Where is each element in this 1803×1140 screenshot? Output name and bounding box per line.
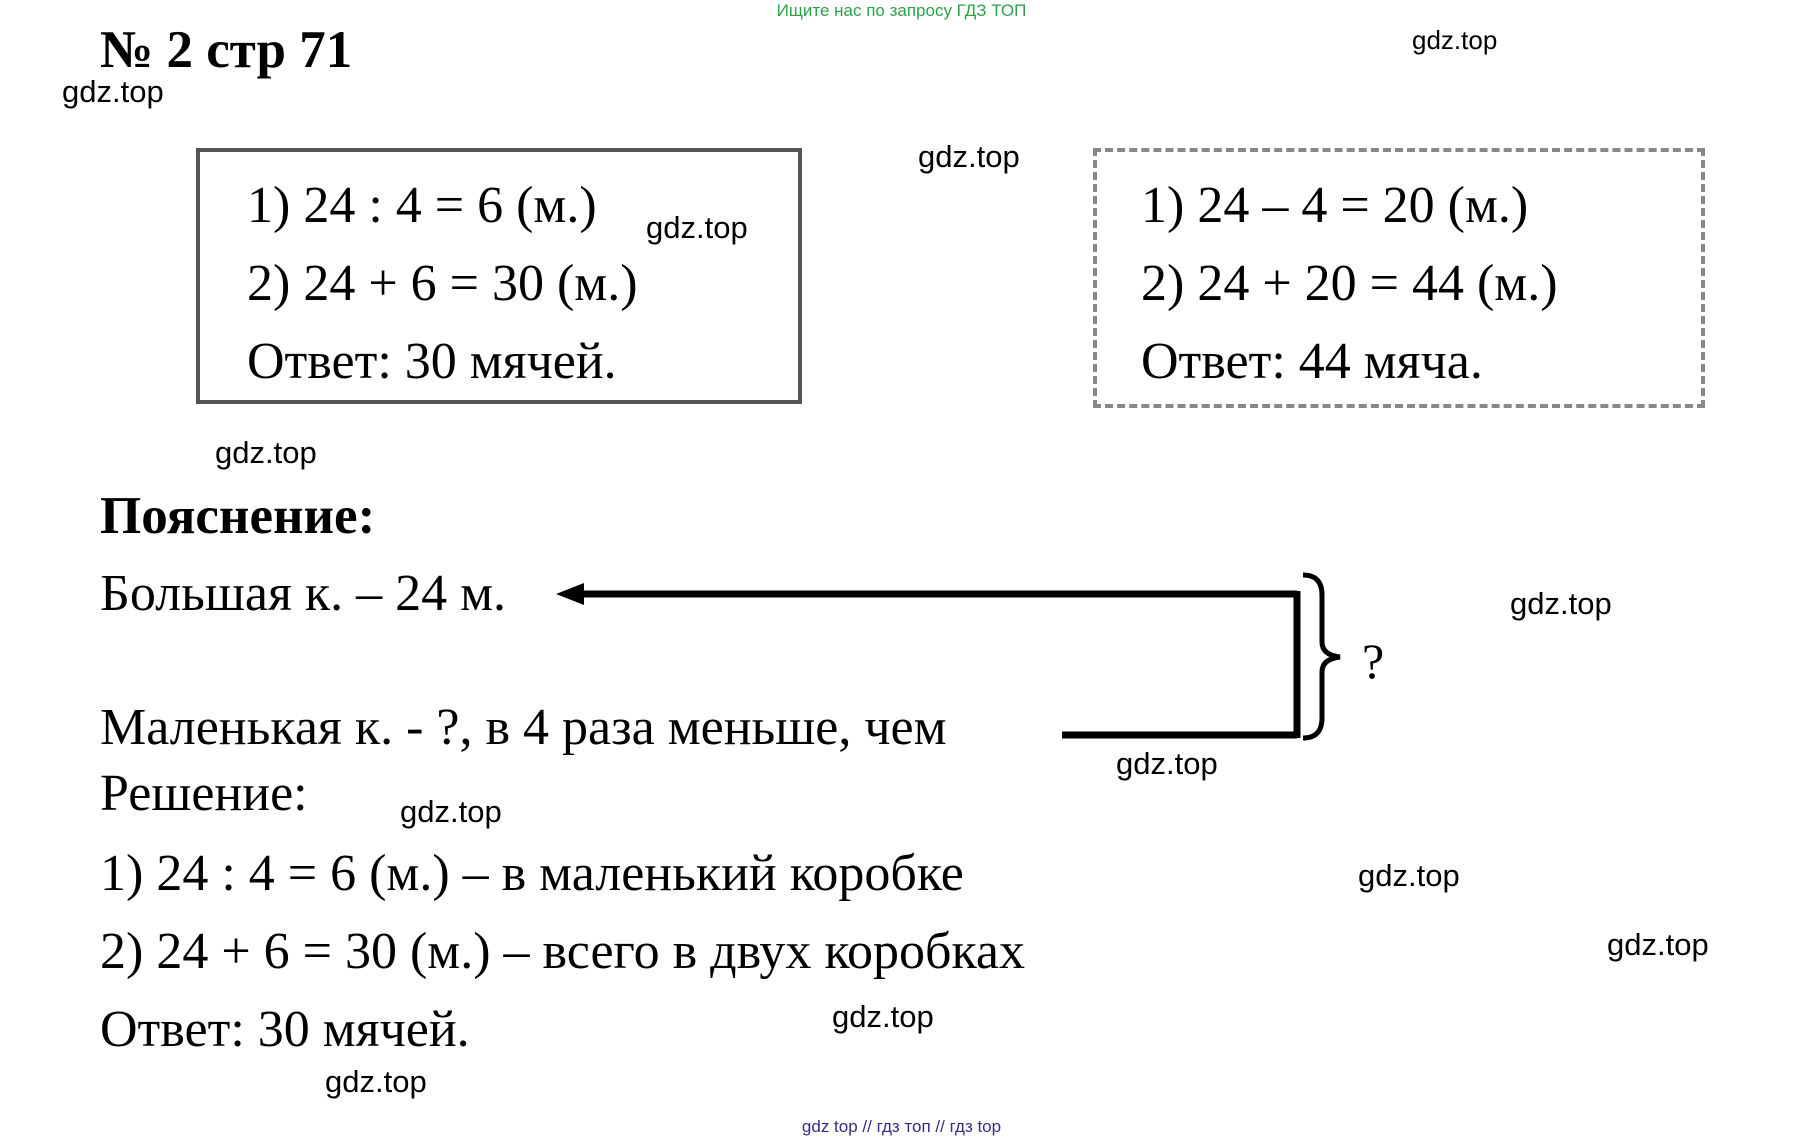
left-box-line-1: 1) 24 : 4 = 6 (м.) bbox=[247, 177, 597, 234]
arrow-head bbox=[556, 583, 584, 605]
right-box-line-2: 2) 24 + 20 = 44 (м.) bbox=[1141, 255, 1558, 312]
watermark: gdz.top bbox=[1412, 25, 1498, 55]
page-title: № 2 стр 71 bbox=[100, 21, 353, 79]
watermark: gdz.top bbox=[918, 139, 1020, 174]
watermark: gdz.top bbox=[646, 210, 748, 245]
right-box-answer: Ответ: 44 мяча. bbox=[1141, 333, 1483, 390]
top-banner: Ищите нас по запросу ГДЗ ТОП bbox=[776, 1, 1027, 20]
watermark: gdz.top bbox=[215, 435, 317, 470]
right-box-line-1: 1) 24 – 4 = 20 (м.) bbox=[1141, 177, 1529, 234]
solution-label: Решение: bbox=[100, 765, 308, 822]
big-box-text: Большая к. – 24 м. bbox=[100, 565, 507, 622]
watermark: gdz.top bbox=[1607, 927, 1709, 962]
explanation-heading: Пояснение: bbox=[100, 487, 376, 545]
watermark: gdz.top bbox=[325, 1064, 427, 1099]
watermark: gdz.top bbox=[1510, 586, 1612, 621]
solution-step-2: 2) 24 + 6 = 30 (м.) – всего в двух коробках bbox=[100, 923, 1026, 980]
watermark: gdz.top bbox=[62, 74, 164, 109]
small-box-text: Маленькая к. - ?, в 4 раза меньше, чем bbox=[100, 699, 947, 756]
watermark: gdz.top bbox=[400, 794, 502, 829]
curly-brace bbox=[1303, 575, 1340, 738]
question-mark: ? bbox=[1362, 633, 1385, 689]
left-box-answer: Ответ: 30 мячей. bbox=[247, 333, 617, 390]
solution-step-1: 1) 24 : 4 = 6 (м.) – в маленький коробке bbox=[100, 845, 964, 902]
left-box-line-2: 2) 24 + 6 = 30 (м.) bbox=[247, 255, 638, 312]
watermark: gdz.top bbox=[1358, 858, 1460, 893]
solution-answer: Ответ: 30 мячей. bbox=[100, 1001, 470, 1058]
bottom-banner: gdz top // гдз топ // гдз top bbox=[801, 1117, 1002, 1136]
watermark: gdz.top bbox=[1116, 746, 1218, 781]
watermark: gdz.top bbox=[832, 999, 934, 1034]
